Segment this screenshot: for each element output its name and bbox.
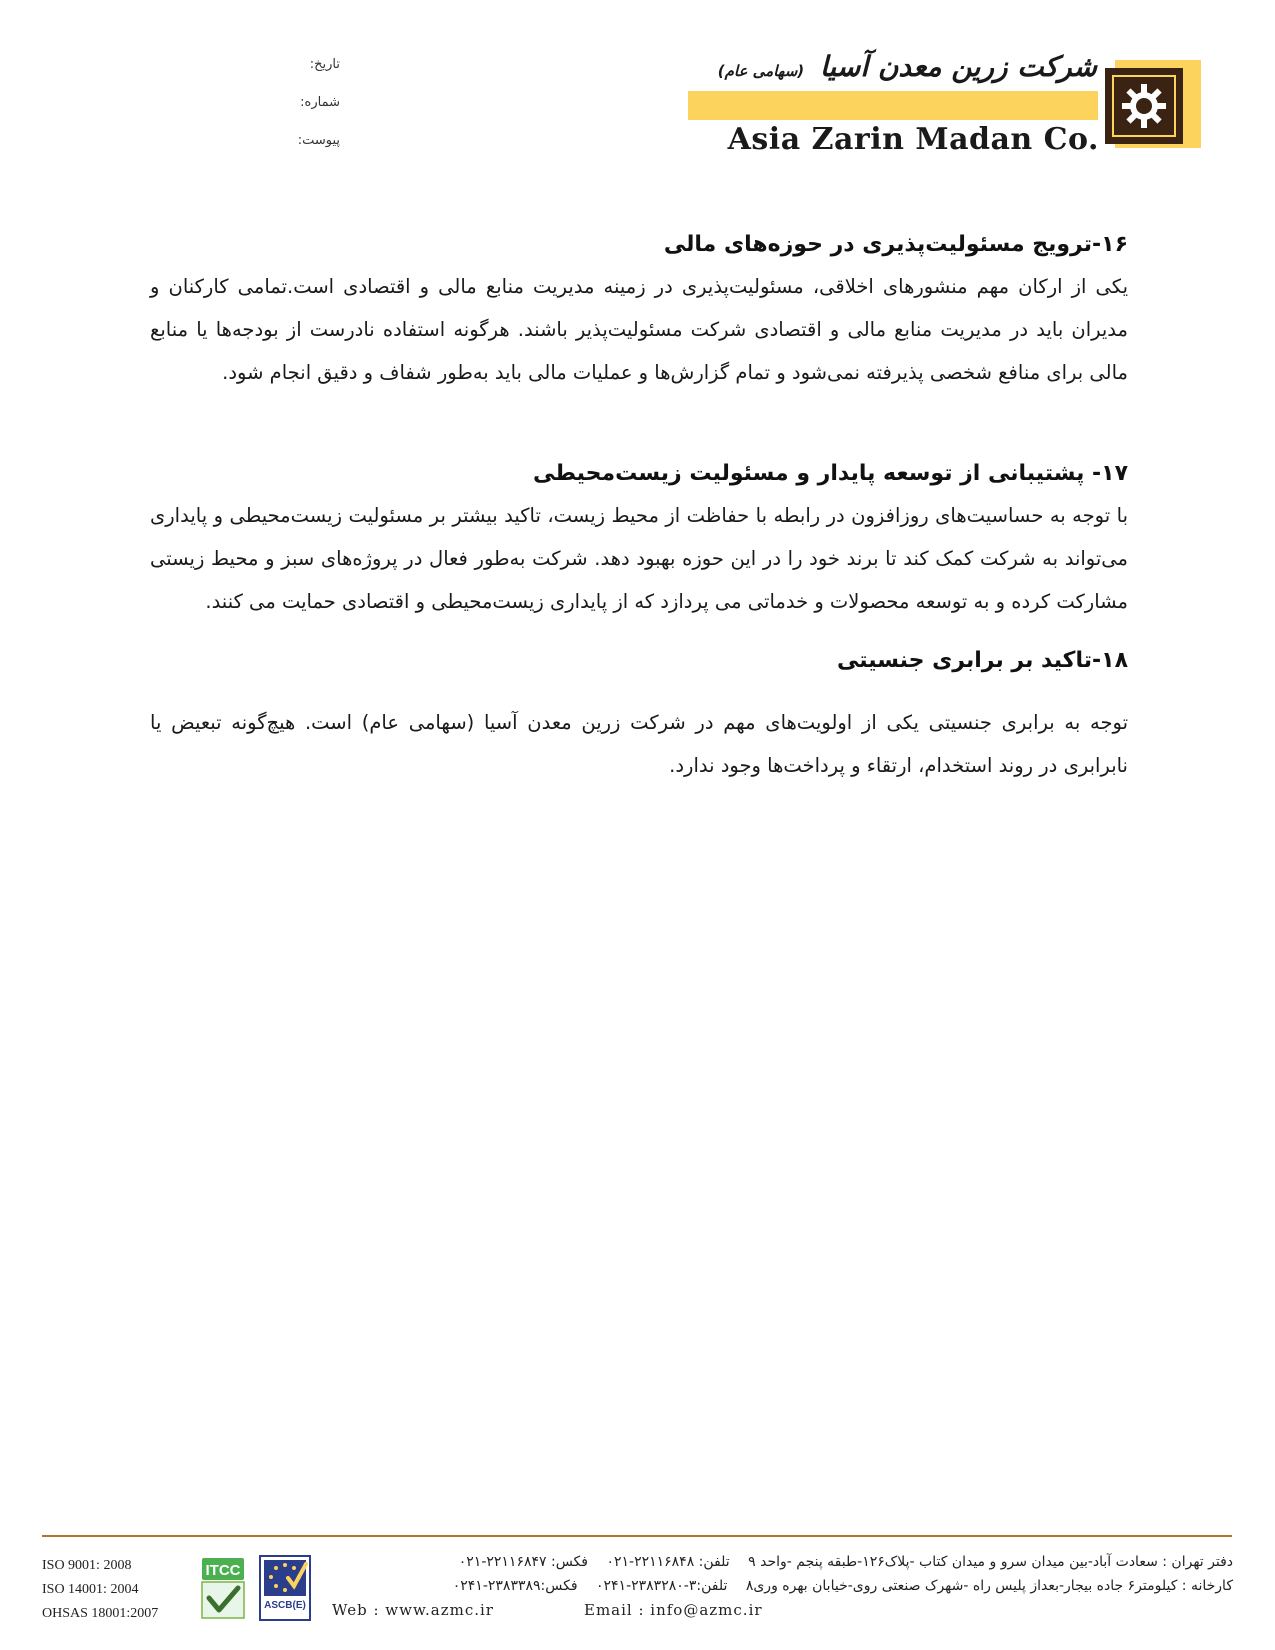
footer-divider [42,1535,1232,1537]
ascb-badge-label: ASCB(E) [264,1600,306,1611]
section-text: توجه به برابری جنسیتی یکی از اولویت‌های مهم در شرکت زرین معدن آسیا (سهامی عام) است. هیچ‌گونه تبعیض یا نابرابری در روند استخدام، ارتقاء و پرداخت‌ها وجود ندارد. [150,711,1128,777]
factory-address: کارخانه : کیلومتر۶ جاده بیجار-بعداز پلیس راه -شهرک صنعتی روی-خیابان بهره وری۸ [745,1578,1233,1594]
factory-phone: تلفن:۳-۲۳۸۳۲۸۰-۰۲۴۱ [595,1578,728,1594]
section-text: با توجه به حساسیت‌های روزافزون در رابطه با حفاظت از محیط زیست، تاکید بیشتر بر مسئولیت زیست‌محیطی و پایداری می‌تواند به شرکت کمک کند تا برند خود را در این حوزه بهبود دهد. شرکت به‌طور فعال در پروژه‌های سبز و محیط زیستی مشارکت کرده و به توسعه محصولات و خدماتی می پردازد که از پایداری زیست‌محیطی و اقتصادی حمایت می کنند. [150,504,1128,613]
section-16 [150,225,1128,394]
factory-fax: فکس:۲۳۸۳۳۸۹-۰۲۴۱ [452,1578,578,1594]
website-link[interactable]: Web : www.azmc.ir [332,1601,494,1619]
date-label: تاریخ: [309,57,340,72]
tehran-office-row [333,1550,1233,1574]
iso-14001: ISO 14001: 2004 [42,1582,139,1597]
section-heading: ۱۷- پشتیبانی از توسعه پایدار و مسئولیت زیست‌محیطی [532,461,1128,486]
number-label: شماره: [300,95,340,110]
company-type-fa: (سهامی عام) [717,62,805,80]
attachment-label: پیوست: [297,133,340,148]
ascb-badge-icon [258,1554,312,1622]
company-name-fa [657,50,1097,83]
tehran-fax: فکس: ۲۲۱۱۶۸۴۷-۰۲۱ [458,1554,588,1570]
email-link[interactable]: Email : info@azmc.ir [584,1601,763,1619]
section-heading: ۱۸-تاکید بر برابری جنسیتی [837,648,1128,673]
web-email-row [332,1601,812,1619]
company-logo-icon [1103,60,1203,150]
ohsas-18001: OHSAS 18001:2007 [42,1606,159,1621]
document-body [150,225,1128,787]
section-18 [150,641,1128,787]
iso-9001: ISO 9001: 2008 [42,1558,132,1573]
company-name-en: Asia Zarin Madan Co. [727,122,1099,157]
factory-row [333,1574,1233,1598]
itcc-badge-label: ITCC [205,1562,241,1579]
contact-info [333,1550,1233,1598]
tehran-office-address: دفتر تهران : سعادت آباد-بین میدان سرو و میدان کتاب -پلاک۱۲۶-طبقه پنجم -واحد ۹ [748,1554,1233,1570]
tehran-phone: تلفن: ۲۲۱۱۶۸۴۸-۰۲۱ [606,1554,730,1570]
company-name-fa-text: شرکت زرین معدن آسیا [819,50,1097,83]
header-yellow-band [688,91,1098,120]
section-text: یکی از ارکان مهم منشورهای اخلاقی، مسئولیت‌پذیری در زمینه مدیریت منابع مالی و اقتصادی است.تمامی کارکنان و مدیران باید در مدیریت منابع مالی و اقتصادی شرکت مسئولیت‌پذیر باشند. هرگونه استفاده نادرست از بودجه‌ها یا منابع مالی برای منافع شخصی پذیرفته نمی‌شود و تمام گزارش‌ها و عملیات مالی باید به‌طور شفاف و دقیق انجام شود. [150,275,1128,384]
letter-meta [250,52,340,166]
itcc-badge-icon [200,1556,246,1620]
iso-certifications [42,1554,202,1626]
section-17 [150,454,1128,623]
section-heading: ۱۶-ترویج مسئولیت‌پذیری در حوزه‌های مالی [663,232,1128,257]
